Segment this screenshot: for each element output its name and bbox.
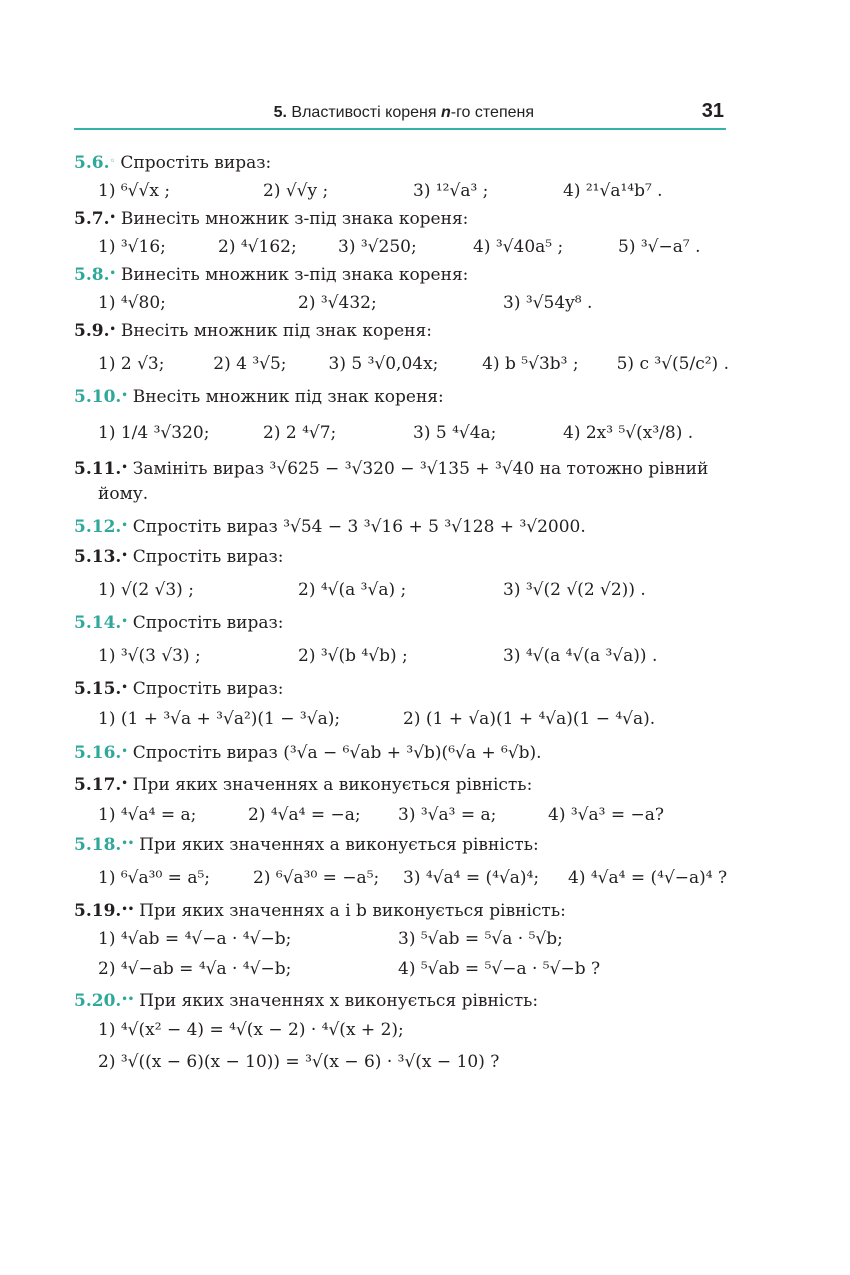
exercise-item: 3) ³√54y⁸ . bbox=[503, 293, 593, 313]
exercise-number: 5.12.• bbox=[74, 517, 128, 537]
exercise-item: 3) 5 ⁴√4a; bbox=[413, 423, 497, 443]
exercise-item: 3) ³√a³ = a; bbox=[398, 805, 497, 825]
exercise-text: При яких значеннях x виконується рівність: bbox=[139, 991, 539, 1011]
exercise-item: 3) ⁴√(a ⁴√(a ³√a)) . bbox=[503, 646, 658, 666]
page-number: 31 bbox=[701, 100, 724, 122]
exercise-item: 2) 4 ³√5; bbox=[213, 354, 287, 374]
page-header bbox=[74, 96, 726, 130]
exercise-item: 1) ³√16; bbox=[98, 237, 166, 257]
exercise-5-19 bbox=[74, 898, 729, 984]
exercise-item: 2) ³√432; bbox=[298, 293, 377, 313]
exercise-item: 1) 1/4 ³√320; bbox=[98, 423, 210, 443]
exercise-5-17 bbox=[74, 772, 729, 832]
exercise-item: 1) ⁴√80; bbox=[98, 293, 166, 313]
exercise-item: 1) ⁶√a³⁰ = a⁵; bbox=[98, 868, 210, 888]
exercise-number: 5.7.• bbox=[74, 209, 116, 229]
exercise-item: 1) ³√(3 √3) ; bbox=[98, 646, 201, 666]
exercise-text: Внесіть множник під знак кореня: bbox=[120, 321, 432, 341]
exercise-item: 3) ³√(2 √(2 √2)) . bbox=[503, 580, 646, 600]
exercise-item: 2) ⁴√162; bbox=[218, 237, 297, 257]
exercise-number: 5.13.• bbox=[74, 547, 128, 567]
exercise-text: При яких значеннях a виконується рівність: bbox=[132, 775, 533, 795]
exercise-number: 5.9.• bbox=[74, 321, 116, 341]
exercise-5-14 bbox=[74, 610, 729, 676]
exercise-item: 4) ³√a³ = −a? bbox=[548, 805, 664, 825]
exercise-text: Спростіть вираз: bbox=[132, 613, 284, 633]
exercise-item: 4) ²¹√a¹⁴b⁷ . bbox=[563, 181, 663, 201]
exercise-number: 5.19.•• bbox=[74, 901, 135, 921]
exercise-item: 2) √√y ; bbox=[263, 181, 329, 201]
exercise-text: Спростіть вираз: bbox=[132, 679, 284, 699]
exercise-text: Спростіть вираз (³√a − ⁶√ab + ³√b)(⁶√a + ⁶√b). bbox=[132, 743, 542, 763]
exercise-number: 5.16.• bbox=[74, 743, 128, 763]
exercise-item: 1) (1 + ³√a + ³√a²)(1 − ³√a); bbox=[98, 709, 341, 729]
exercise-text: Винесіть множник з-під знака кореня: bbox=[120, 209, 469, 229]
exercise-text: Замініть вираз ³√625 − ³√320 − ³√135 + ³√40 на тотожно рівний bbox=[132, 459, 709, 479]
exercise-item: 2) ⁴√a⁴ = −a; bbox=[248, 805, 361, 825]
exercise-item: 4) ⁵√ab = ⁵√−a · ⁵√−b ? bbox=[398, 959, 601, 979]
exercise-list bbox=[74, 150, 729, 1078]
exercise-5-13 bbox=[74, 544, 729, 610]
exercise-item: 2) ⁴√−ab = ⁴√a · ⁴√−b; bbox=[98, 959, 292, 979]
exercise-5-8 bbox=[74, 262, 729, 318]
exercise-item: 4) b ⁵√3b³ ; bbox=[482, 354, 579, 374]
exercise-item: 2) ³√(b ⁴√b) ; bbox=[298, 646, 408, 666]
exercise-text: Спростіть вираз: bbox=[132, 547, 284, 567]
exercise-5-18 bbox=[74, 832, 729, 898]
exercise-number: 5.14.• bbox=[74, 613, 128, 633]
exercise-item: 3) ¹²√a³ ; bbox=[413, 181, 489, 201]
exercise-text: Спростіть вираз ³√54 − 3 ³√16 + 5 ³√128 + ³√2000. bbox=[132, 517, 586, 537]
exercise-text: При яких значеннях a і b виконується рівність: bbox=[139, 901, 566, 921]
exercise-number: 5.15.• bbox=[74, 679, 128, 699]
exercise-item: 1) ⁴√(x² − 4) = ⁴√(x − 2) · ⁴√(x + 2); bbox=[98, 1020, 404, 1040]
exercise-5-6 bbox=[74, 150, 729, 206]
exercise-item: 4) ⁴√a⁴ = (⁴√−a)⁴ ? bbox=[568, 868, 728, 888]
exercise-5-16 bbox=[74, 740, 729, 766]
exercise-number: 5.17.• bbox=[74, 775, 128, 795]
exercise-text-continued: йому. bbox=[98, 484, 149, 504]
exercise-item: 1) ⁶√√x ; bbox=[98, 181, 171, 201]
exercise-number: 5.8.• bbox=[74, 265, 116, 285]
exercise-item: 2) ⁶√a³⁰ = −a⁵; bbox=[253, 868, 380, 888]
exercise-number: 5.11.• bbox=[74, 459, 128, 479]
header-title: 5. Властивості кореня n-го степеня bbox=[273, 104, 534, 121]
exercise-item: 5) c ³√(5/c²) . bbox=[616, 354, 729, 374]
exercise-5-9 bbox=[74, 318, 729, 384]
exercise-number: 5.10.• bbox=[74, 387, 128, 407]
exercise-item: 4) ³√40a⁵ ; bbox=[473, 237, 564, 257]
exercise-5-15 bbox=[74, 676, 729, 736]
exercise-item: 4) 2x³ ⁵√(x³/8) . bbox=[563, 423, 694, 443]
exercise-item: 2) 2 ⁴√7; bbox=[263, 423, 337, 443]
exercise-item: 1) √(2 √3) ; bbox=[98, 580, 194, 600]
exercise-item: 3) ⁴√a⁴ = (⁴√a)⁴; bbox=[403, 868, 540, 888]
exercise-5-12 bbox=[74, 514, 729, 540]
exercise-text: Спростіть вираз: bbox=[120, 153, 272, 173]
exercise-number: 5.20.•• bbox=[74, 991, 135, 1011]
exercise-text: Внесіть множник під знак кореня: bbox=[132, 387, 444, 407]
exercise-item: 1) ⁴√ab = ⁴√−a · ⁴√−b; bbox=[98, 929, 292, 949]
exercise-item: 3) ⁵√ab = ⁵√a · ⁵√b; bbox=[398, 929, 563, 949]
exercise-item: 2) ⁴√(a ³√a) ; bbox=[298, 580, 407, 600]
exercise-5-7 bbox=[74, 206, 729, 262]
exercise-item: 2) ³√((x − 6)(x − 10)) = ³√(x − 6) · ³√(x − 10) ? bbox=[98, 1052, 500, 1072]
exercise-text: При яких значеннях a виконується рівність: bbox=[139, 835, 539, 855]
exercise-item: 3) ³√250; bbox=[338, 237, 417, 257]
exercise-text: Винесіть множник з-під знака кореня: bbox=[120, 265, 469, 285]
exercise-5-20 bbox=[74, 988, 729, 1078]
exercise-number: 5.18.•• bbox=[74, 835, 135, 855]
exercise-item: 3) 5 ³√0,04x; bbox=[328, 354, 439, 374]
exercise-item: 5) ³√−a⁷ . bbox=[618, 237, 701, 257]
exercise-item: 1) ⁴√a⁴ = a; bbox=[98, 805, 197, 825]
exercise-item: 2) (1 + √a)(1 + ⁴√a)(1 − ⁴√a). bbox=[403, 709, 656, 729]
exercise-5-11 bbox=[74, 456, 729, 506]
exercise-5-10 bbox=[74, 384, 729, 456]
exercise-item: 1) 2 √3; bbox=[98, 354, 165, 374]
exercise-number: 5.6.◦ bbox=[74, 153, 116, 173]
